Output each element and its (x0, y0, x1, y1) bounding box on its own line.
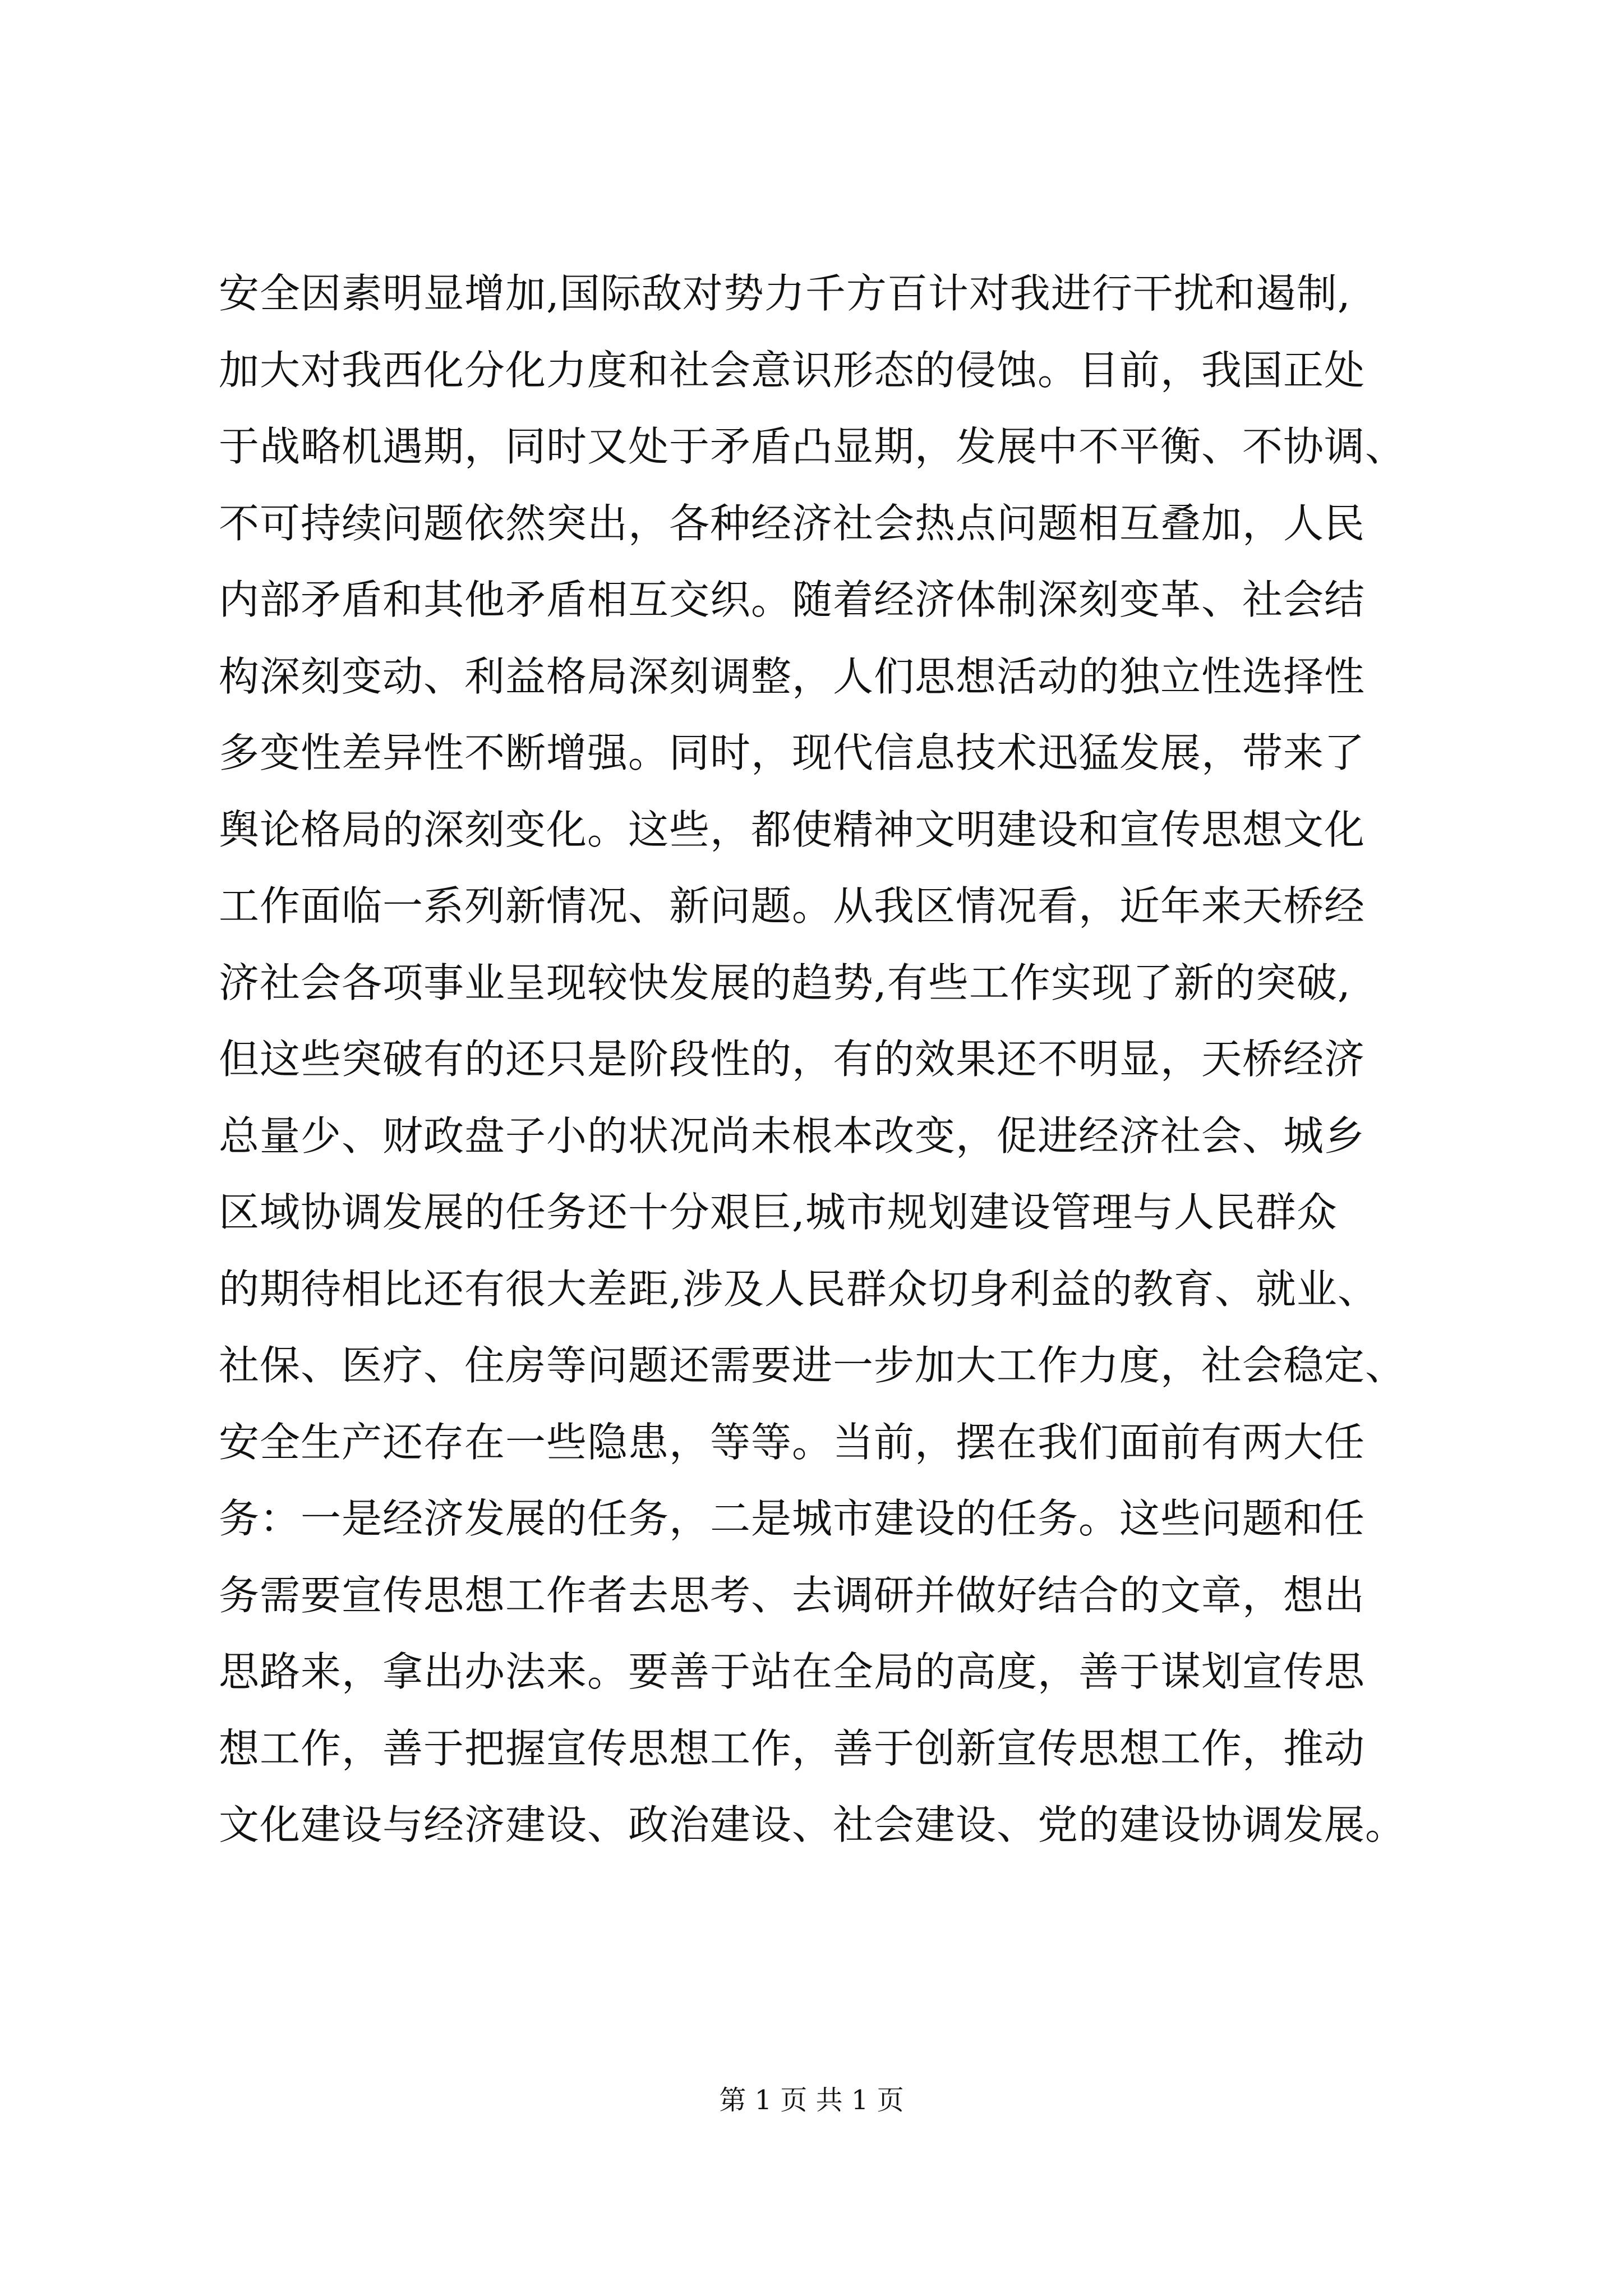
text-line: 舆论格局的深刻变化。这些，都使精神文明建设和宣传思想文化 (219, 806, 1366, 853)
page-footer: 第 1 页 共 1 页 (719, 2085, 904, 2116)
text-line: 务需要宣传思想工作者去思考、去调研并做好结合的文章，想出 (219, 1571, 1366, 1619)
text-line: 总量少、财政盘子小的状况尚未根本改变，促进经济社会、城乡 (219, 1112, 1366, 1159)
text-line: 务：一是经济发展的任务，二是城市建设的任务。这些问题和任 (219, 1495, 1366, 1542)
text-line: 文化建设与经济建设、政治建设、社会建设、党的建设协调发展。 (219, 1801, 1407, 1848)
text-line: 不可持续问题依然突出，各种经济社会热点问题相互叠加，人民 (219, 499, 1366, 547)
text-line: 于战略机遇期，同时又处于矛盾凸显期，发展中不平衡、不协调、 (219, 423, 1407, 470)
body-text (219, 255, 1441, 1864)
text-line: 区域协调发展的任务还十分艰巨,城市规划建设管理与人民群众 (219, 1189, 1338, 1236)
text-line: 社保、医疗、住房等问题还需要进一步加大工作力度，社会稳定、 (219, 1342, 1407, 1389)
text-line: 思路来，拿出办法来。要善于站在全局的高度，善于谋划宣传思 (219, 1648, 1366, 1695)
text-line: 济社会各项事业呈现较快发展的趋势,有些工作实现了新的突破, (219, 959, 1351, 1006)
text-line: 想工作，善于把握宣传思想工作，善于创新宣传思想工作，推动 (219, 1724, 1366, 1772)
text-line: 安全因素明显增加,国际敌对势力千方百计对我进行干扰和遏制, (219, 270, 1351, 317)
text-line: 工作面临一系列新情况、新问题。从我区情况看，近年来天桥经 (219, 882, 1366, 930)
text-line: 内部矛盾和其他矛盾相互交织。随着经济体制深刻变革、社会结 (219, 576, 1366, 623)
text-line: 构深刻变动、利益格局深刻调整，人们思想活动的独立性选择性 (219, 652, 1366, 700)
text-line: 多变性差异性不断增强。同时，现代信息技术迅猛发展，带来了 (219, 729, 1366, 776)
text-line: 的期待相比还有很大差距,涉及人民群众切身利益的教育、就业、 (219, 1265, 1378, 1313)
text-line: 但这些突破有的还只是阶段性的，有的效果还不明显，天桥经济 (219, 1036, 1366, 1083)
text-line: 安全生产还存在一些隐患，等等。当前，摆在我们面前有两大任 (219, 1418, 1366, 1466)
text-line: 加大对我西化分化力度和社会意识形态的侵蚀。目前，我国正处 (219, 346, 1366, 394)
